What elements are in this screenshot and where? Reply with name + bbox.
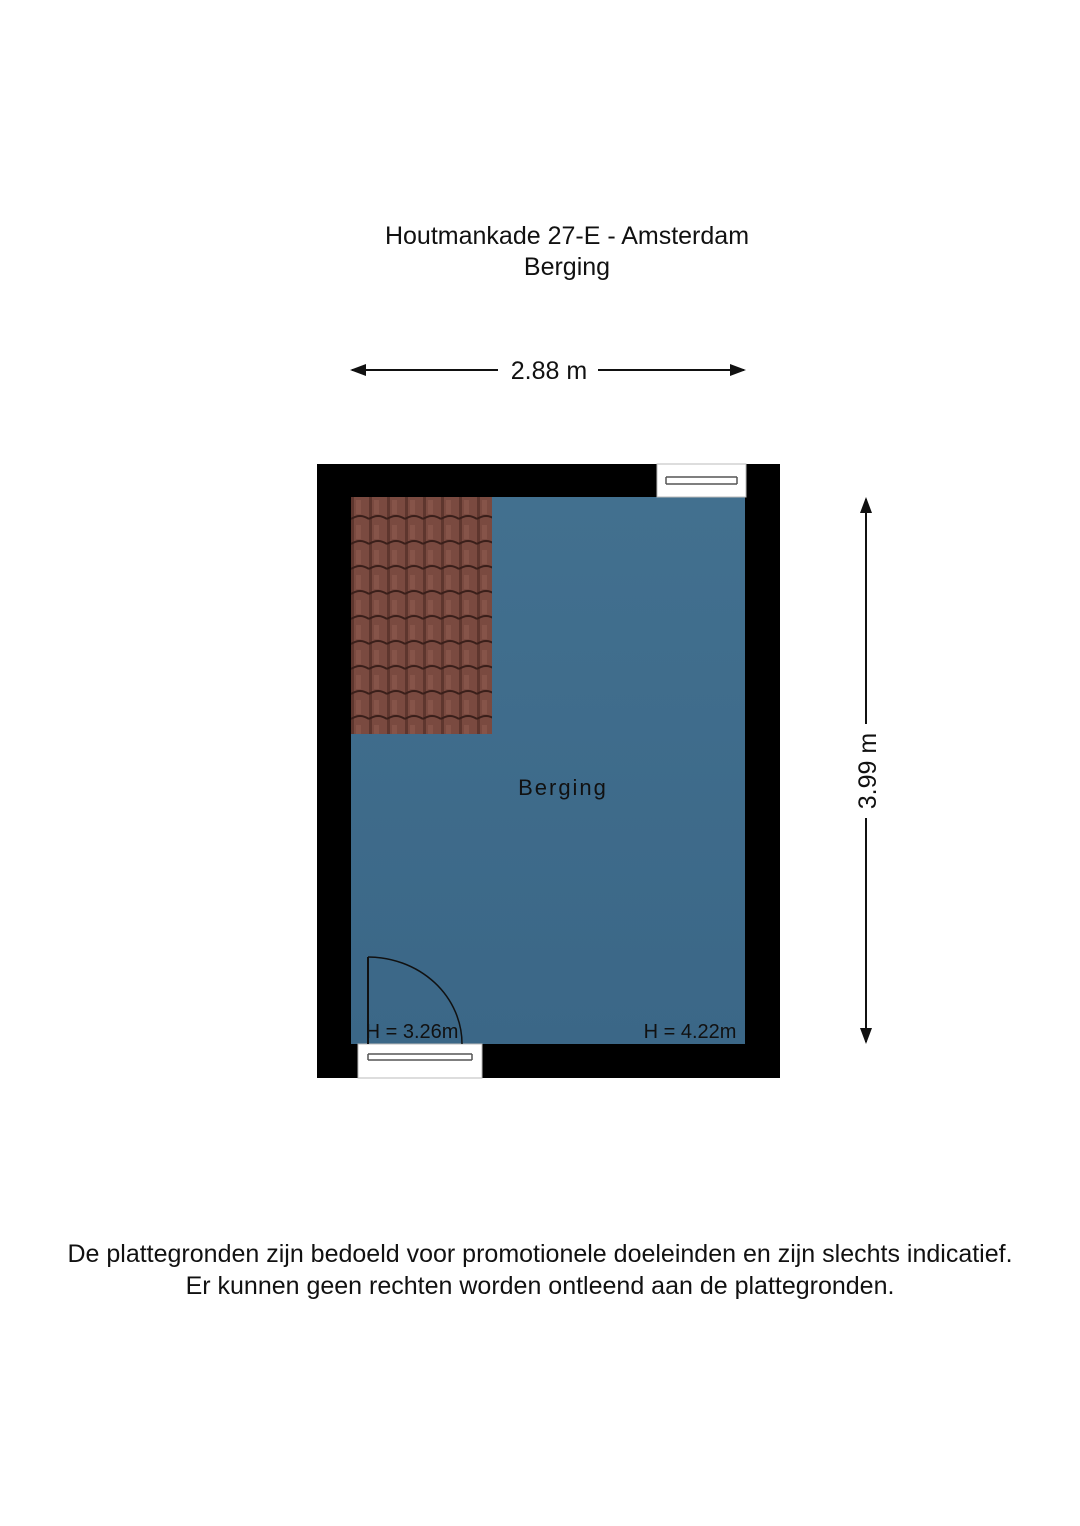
depth-label: 3.99 m xyxy=(854,732,882,810)
address-title: Houtmankade 27-E - Amsterdam xyxy=(384,222,750,250)
tiled-area xyxy=(351,497,492,734)
floor-title: Berging xyxy=(523,253,611,281)
height-left: H = 3.26m xyxy=(365,1021,459,1043)
arrow-up-icon xyxy=(860,497,872,513)
disclaimer-line-2: Er kunnen geen rechten worden ontleend aan de plattegronden. xyxy=(185,1272,895,1300)
width-label: 2.88 m xyxy=(510,357,588,385)
arrow-down-icon xyxy=(860,1028,872,1044)
arrow-right-icon xyxy=(730,364,746,376)
width-dimension xyxy=(350,357,746,385)
depth-dimension xyxy=(854,497,882,1044)
room-name: Berging xyxy=(518,775,608,800)
disclaimer-line-1: De plattegronden zijn bedoeld voor promotionele doeleinden en zijn slechts indicatief. xyxy=(67,1240,1013,1268)
top-window xyxy=(657,464,746,497)
height-right: H = 4.22m xyxy=(643,1021,737,1043)
arrow-left-icon xyxy=(350,364,366,376)
